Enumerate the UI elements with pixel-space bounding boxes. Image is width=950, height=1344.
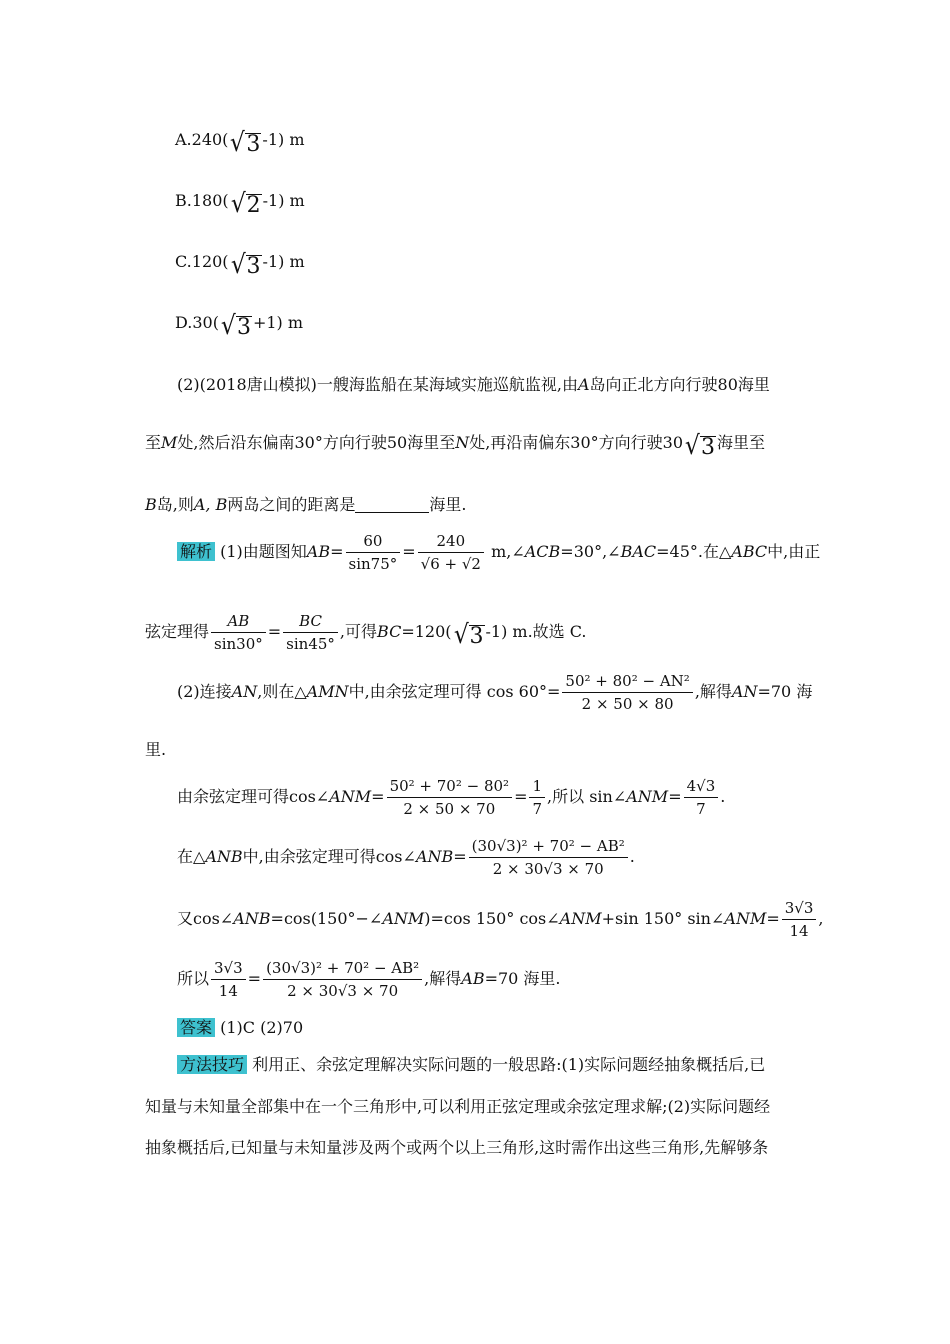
frac-den: 2 × 30√3 × 70 bbox=[469, 857, 628, 878]
fraction-bc-sin45 bbox=[283, 612, 338, 653]
solution-line-2: 弦定理得 $\frac{AB}{\sin 30^\circ}$ = $\frac{BC}{\sin 45^\circ}$ ,可得BC=120( √ 3 -1) m.故选 C. bbox=[145, 612, 587, 653]
choice-c-radicand: 3 bbox=[246, 254, 261, 279]
sol-text: 中,由正 bbox=[767, 542, 821, 561]
method-tag: 方法技巧 bbox=[177, 1055, 247, 1074]
frac-den: 7 bbox=[684, 797, 719, 818]
choice-d bbox=[175, 313, 303, 339]
sol-text: ,所以 sin∠ bbox=[547, 787, 627, 806]
choice-b bbox=[175, 191, 305, 217]
sol-text: =70 海 bbox=[757, 682, 813, 701]
sqrt-b: √ 2 bbox=[230, 189, 261, 219]
q2-point-m: M bbox=[161, 433, 178, 452]
sol-text: ,解得 bbox=[694, 682, 732, 701]
question-2-line-2 bbox=[145, 433, 765, 459]
sqrt-a: √ 3 bbox=[230, 128, 261, 158]
q2-point-a: A bbox=[577, 375, 590, 394]
choice-a-suffix: -1) m bbox=[262, 130, 305, 149]
fraction-4sqrt3-7 bbox=[684, 777, 719, 818]
q2-text: 岛向正北方向行驶80海里 bbox=[589, 375, 770, 394]
sol-var: AB bbox=[461, 969, 485, 988]
answer-blank bbox=[355, 496, 429, 513]
sqrt-q2: √ 3 bbox=[684, 431, 716, 461]
frac-den: 7 bbox=[529, 797, 545, 818]
sol-text: 弦定理得 bbox=[145, 622, 210, 641]
sol-text: 里. bbox=[145, 740, 167, 759]
q2-point-n: N bbox=[455, 433, 470, 452]
q2-text: 海里. bbox=[429, 495, 467, 514]
sqrt-d: √ 3 bbox=[220, 311, 251, 341]
frac-num: 3√3 bbox=[214, 959, 243, 977]
sol-var: ABC bbox=[731, 542, 768, 561]
sol-text: ,则在△ bbox=[257, 682, 307, 701]
sol-text: 由余弦定理可得cos∠ bbox=[177, 787, 330, 806]
method-text: 利用正、余弦定理解决实际问题的一般思路:(1)实际问题经抽象概括后,已 bbox=[252, 1055, 766, 1074]
q2-text: (2)(2018唐山模拟)一艘海监船在某海域实施巡航监视,由 bbox=[177, 375, 578, 394]
sol-text: 中,由余弦定理可得cos∠ bbox=[242, 847, 416, 866]
sqrt-sol-p2: √ 3 bbox=[453, 620, 484, 650]
sol-var: ACB bbox=[524, 542, 561, 561]
frac-num: BC bbox=[299, 612, 322, 630]
choice-a-radicand: 3 bbox=[246, 132, 261, 157]
method-line-2 bbox=[145, 1097, 770, 1117]
fraction-240 bbox=[418, 532, 484, 573]
sol-var: ANM bbox=[559, 909, 602, 928]
solution-line-1: 解析 (1)由题图知AB= $\frac{60}{\sin 75^\circ}$ = $\frac{240}{√6 + √2}$ m,∠ACB=30°,∠BAC=45°.在△ABC中,由正 bbox=[177, 530, 820, 574]
fraction-cos-anb-b bbox=[263, 959, 422, 1000]
sol-radicand: 3 bbox=[469, 624, 484, 649]
sqrt-c: √ 3 bbox=[230, 250, 261, 280]
sol-text: (1)由题图知 bbox=[220, 542, 307, 561]
choice-a-prefix: A.240( bbox=[175, 130, 229, 149]
frac-num: 1 bbox=[532, 777, 543, 795]
frac-den: 2 × 50 × 80 bbox=[562, 692, 692, 713]
frac-num: 50² + 80² − AN² bbox=[565, 672, 690, 690]
answer-text: (1)C (2)70 bbox=[220, 1018, 304, 1037]
sol-var: ANB bbox=[205, 847, 243, 866]
choice-d-radicand: 3 bbox=[236, 315, 251, 340]
choice-c-prefix: C.120( bbox=[175, 252, 229, 271]
sol-var: ANM bbox=[382, 909, 425, 928]
q2-text: 至 bbox=[145, 433, 162, 452]
fraction-cos60 bbox=[562, 672, 692, 713]
frac-num: 240 bbox=[436, 532, 466, 550]
sol-var: AB= bbox=[306, 542, 344, 561]
sol-var: AN bbox=[731, 682, 758, 701]
fraction-3sqrt3-14 bbox=[782, 899, 817, 940]
fraction-60-sin75 bbox=[346, 532, 401, 573]
sol-text: =70 海里. bbox=[484, 969, 561, 988]
frac-den: 14 bbox=[211, 979, 246, 1000]
q2-text: 两岛之间的距离是 bbox=[227, 495, 356, 514]
method-line-3 bbox=[145, 1138, 768, 1158]
sol-text: =120( bbox=[401, 622, 452, 641]
sol-var: BAC bbox=[620, 542, 657, 561]
sol-var: ANB bbox=[233, 909, 271, 928]
solution-line-3 bbox=[177, 670, 812, 714]
frac-den: sin45° bbox=[283, 632, 338, 653]
frac-den: 2 × 50 × 70 bbox=[387, 797, 513, 818]
answer-line bbox=[177, 1018, 303, 1038]
choice-c bbox=[175, 252, 305, 278]
q2-text: 处,然后沿东偏南30°方向行驶50海里至 bbox=[177, 433, 456, 452]
solution-tag: 解析 bbox=[177, 542, 215, 561]
sol-text: 在△ bbox=[177, 847, 206, 866]
frac-den: 14 bbox=[782, 919, 817, 940]
frac-num: 3√3 bbox=[784, 899, 814, 917]
sol-text: -1) m.故选 C. bbox=[485, 622, 587, 641]
fraction-ab-sin30 bbox=[211, 612, 266, 653]
frac-num: AB bbox=[227, 612, 250, 630]
frac-den: √6 + √2 bbox=[418, 552, 484, 573]
question-2-line-3 bbox=[145, 495, 466, 515]
sol-text: m,∠ bbox=[491, 542, 525, 561]
q2-text: 岛,则 bbox=[156, 495, 194, 514]
q2-text: 处,再沿南偏东30°方向行驶30 bbox=[469, 433, 684, 452]
frac-num: (30√3)² + 70² − AB² bbox=[266, 959, 420, 977]
sol-var: ANM bbox=[724, 909, 767, 928]
fraction-cos-anm bbox=[387, 777, 513, 818]
frac-num: 50² + 70² − 80² bbox=[389, 777, 510, 795]
answer-tag: 答案 bbox=[177, 1018, 215, 1037]
sol-var: ANM bbox=[329, 787, 372, 806]
sol-text: ,可得 bbox=[339, 622, 378, 641]
question-2-line-1 bbox=[177, 375, 770, 395]
method-line-1 bbox=[177, 1055, 765, 1075]
choice-a bbox=[175, 130, 305, 156]
sol-var: AN bbox=[231, 682, 258, 701]
sol-text: (2)连接 bbox=[177, 682, 232, 701]
choice-b-suffix: -1) m bbox=[262, 191, 305, 210]
fraction-3sqrt3-14-b bbox=[211, 959, 246, 1000]
sol-text: 中,由余弦定理可得 cos 60°= bbox=[348, 682, 561, 701]
sol-var: ANB bbox=[415, 847, 454, 866]
sol-text: =45°.在△ bbox=[656, 542, 732, 561]
solution-line-4 bbox=[145, 740, 166, 760]
q2-points-ab: A, B bbox=[193, 495, 228, 514]
frac-den: sin30° bbox=[211, 632, 266, 653]
solution-line-5: 由余弦定理可得cos∠ANM= $\frac{\text{50² + 70² − 80²}}{2 \times 50 \times 70}$ = $\frac{1}{7}$ ,所以 sin∠ANM= $\frac{4√3}{7}$ . bbox=[177, 777, 726, 818]
frac-den: sin75° bbox=[346, 552, 401, 573]
sol-var: ANM bbox=[626, 787, 669, 806]
solution-line-6: 在△ANB中,由余弦定理可得cos∠ANB= $\frac{\text{(30√3)² + 70² − AB²}}{2 \times 30√3 \times 70}$ . bbox=[177, 837, 635, 878]
q2-text: 海里至 bbox=[717, 433, 766, 452]
solution-line-8: 所以 $\frac{3√3}{14}$ = $\frac{\text{(30√3)² + 70² − AB²}}{2 \times 30√3 \times 70}$ ,解得AB=70 海里. bbox=[177, 959, 561, 1000]
choice-b-prefix: B.180( bbox=[175, 191, 229, 210]
q2-point-b: B bbox=[145, 495, 157, 514]
sol-var: BC bbox=[377, 622, 402, 641]
fraction-cos-anb bbox=[469, 837, 628, 878]
sol-text: )=cos 150° cos∠ bbox=[424, 909, 560, 928]
method-text: 知量与未知量全部集中在一个三角形中,可以利用正弦定理或余弦定理求解;(2)实际问题经 bbox=[145, 1097, 771, 1116]
sol-text: =30°,∠ bbox=[560, 542, 621, 561]
fraction-1-7 bbox=[529, 777, 545, 818]
choice-b-radicand: 2 bbox=[246, 193, 261, 218]
sol-text: 所以 bbox=[177, 969, 210, 988]
sol-text: +sin 150° sin∠ bbox=[601, 909, 725, 928]
choice-c-suffix: -1) m bbox=[262, 252, 305, 271]
choice-d-prefix: D.30( bbox=[175, 313, 219, 332]
frac-num: 60 bbox=[363, 532, 383, 550]
sol-var: AMN bbox=[306, 682, 349, 701]
sol-text: ,解得 bbox=[424, 969, 462, 988]
method-text: 抽象概括后,已知量与未知量涉及两个或两个以上三角形,这时需作出这些三角形,先解够条 bbox=[145, 1138, 769, 1157]
frac-num: (30√3)² + 70² − AB² bbox=[471, 837, 625, 855]
sol-text: =cos(150°−∠ bbox=[270, 909, 383, 928]
solution-line-7: 又cos∠ANB=cos(150°−∠ANM)=cos 150° cos∠ANM+sin 150° sin∠ANM= $\frac{3√3}{14}$ , bbox=[177, 899, 824, 940]
frac-num: 4√3 bbox=[686, 777, 716, 795]
frac-den: 2 × 30√3 × 70 bbox=[263, 979, 422, 1000]
q2-radicand: 3 bbox=[701, 435, 716, 460]
sol-text: 又cos∠ bbox=[177, 909, 234, 928]
choice-d-suffix: +1) m bbox=[252, 313, 304, 332]
